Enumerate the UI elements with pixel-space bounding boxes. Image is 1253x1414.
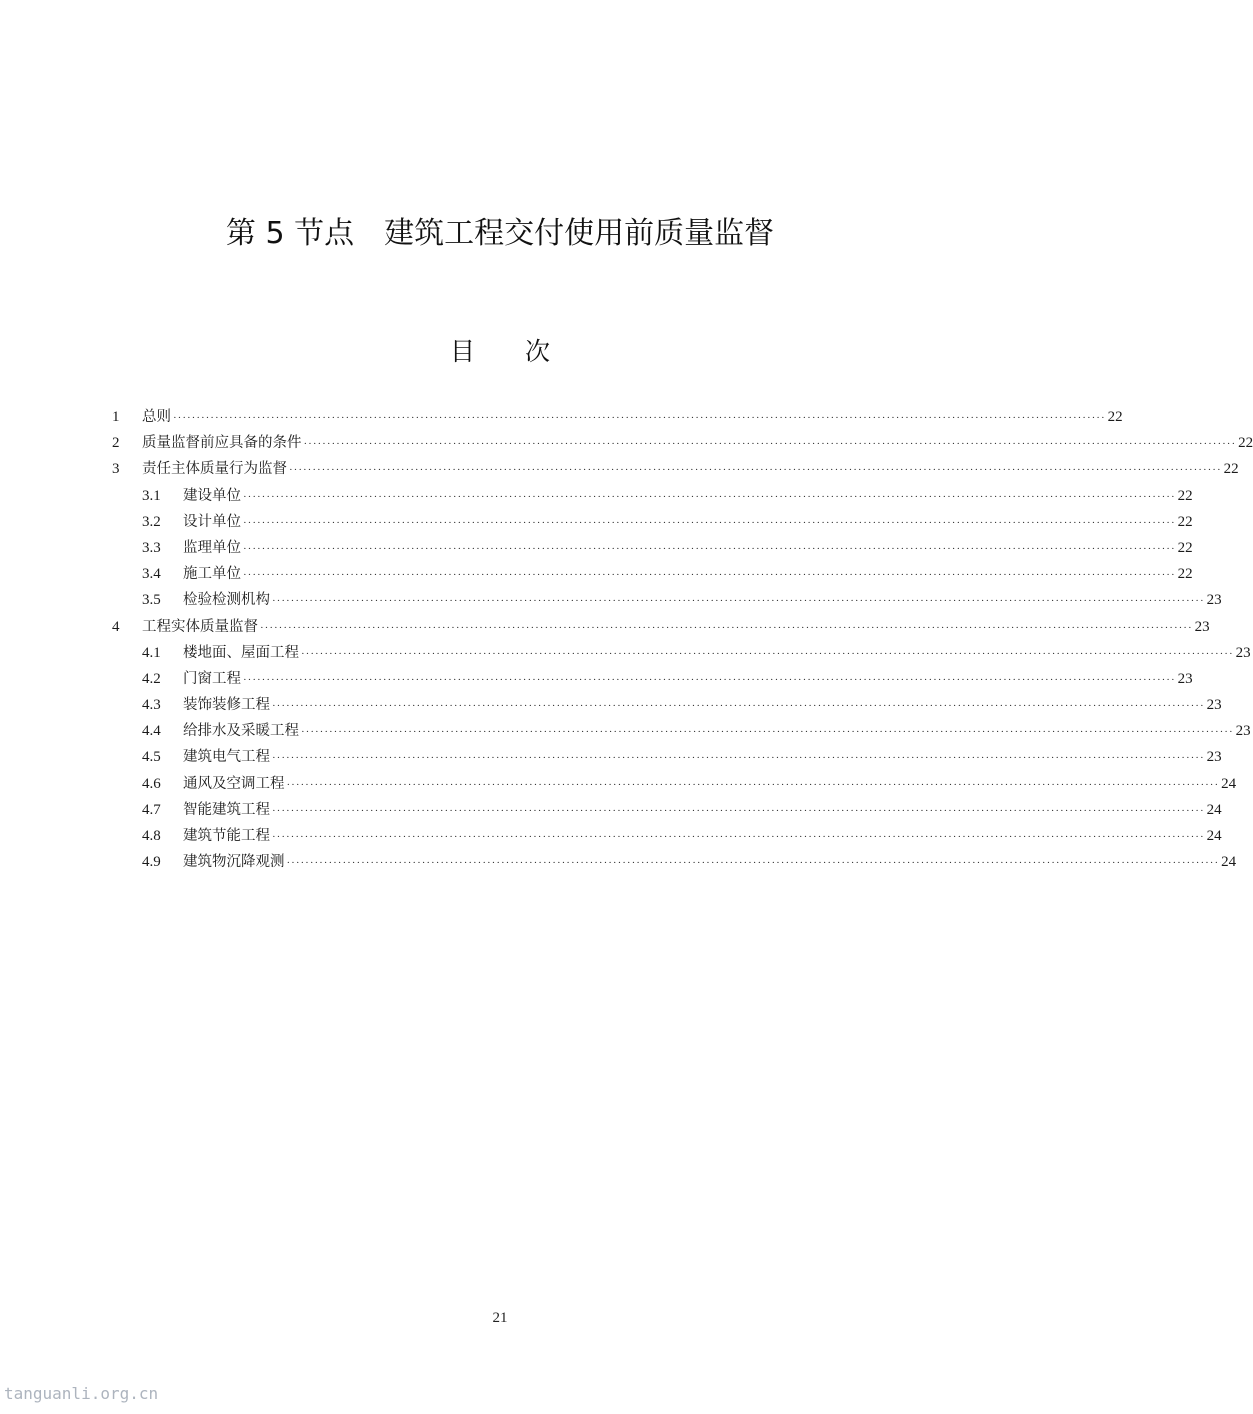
toc-entry-page: 23 <box>1206 697 1222 714</box>
toc-entry-title: 建筑电气工程 <box>183 749 270 766</box>
toc-entry-number: 3.1 <box>142 487 161 504</box>
toc-entry-page: 22 <box>1177 566 1193 583</box>
toc-dot-leader: ········································································································································································································ <box>272 804 1205 817</box>
toc-entry[interactable] <box>112 744 1222 770</box>
toc-entry-title: 门窗工程 <box>183 670 241 687</box>
toc-entry-number: 4.6 <box>142 775 161 792</box>
toc-entry-title: 装饰装修工程 <box>183 697 270 714</box>
toc-entry-title: 工程实体质量监督 <box>142 618 258 635</box>
toc-entry-page: 23 <box>1206 749 1222 766</box>
toc-entry[interactable] <box>112 849 1237 875</box>
page-number: 21 <box>492 1310 508 1326</box>
toc-entry-number: 4.7 <box>142 801 161 818</box>
toc-entry-title: 智能建筑工程 <box>183 801 270 818</box>
toc-entry-number: 4.3 <box>142 697 161 714</box>
toc-dot-leader: ········································································································································································································ <box>243 673 1176 686</box>
toc-entry-title: 检验检测机构 <box>183 592 270 609</box>
toc-entry-page: 24 <box>1206 828 1222 844</box>
toc-entry-number: 1 <box>112 409 120 425</box>
toc-dot-leader: ········································································································································································································ <box>301 726 1234 739</box>
toc-entry[interactable] <box>112 483 1193 509</box>
toc-entry-number: 4.5 <box>142 749 161 766</box>
toc-entry-page: 23 <box>1235 723 1251 740</box>
toc-entry-title: 通风及空调工程 <box>183 775 285 792</box>
toc-entry[interactable] <box>112 797 1222 823</box>
toc-entry-title: 设计单位 <box>183 513 241 530</box>
toc-entry[interactable] <box>112 718 1251 744</box>
toc-entry-page: 22 <box>1223 461 1239 478</box>
toc-dot-leader: ········································································································································································································ <box>286 778 1220 791</box>
toc-entry[interactable] <box>112 561 1193 587</box>
toc-dot-leader: ········································································································································································································ <box>272 752 1205 765</box>
toc-entry-number: 4.4 <box>142 723 161 740</box>
toc-entry-page: 23 <box>1194 618 1210 635</box>
toc-entry[interactable] <box>112 823 1222 849</box>
toc-entry-page: 22 <box>1177 513 1193 530</box>
toc-dot-leader: ········································································································································································································ <box>243 516 1176 529</box>
toc-entry[interactable] <box>112 587 1222 613</box>
toc-dot-leader: ········································································································································································································ <box>289 464 1222 477</box>
toc-entry-page: 24 <box>1206 801 1222 818</box>
toc-entry-title: 施工单位 <box>183 566 241 583</box>
toc-entry-number: 4 <box>112 618 120 635</box>
toc-entry-title: 楼地面、屋面工程 <box>183 644 299 661</box>
toc-entry-number: 4.8 <box>142 828 161 844</box>
toc-dot-leader: ········································································································································································································ <box>243 542 1176 555</box>
toc-entry-title: 总则 <box>142 409 171 425</box>
toc-entry-title: 建筑节能工程 <box>183 828 270 844</box>
toc-entry-number: 3.3 <box>142 539 161 556</box>
toc-entry-number: 3.4 <box>142 566 161 583</box>
toc-entry-page: 22 <box>1238 435 1253 452</box>
toc-dot-leader: ········································································································································································································ <box>303 438 1237 451</box>
toc-dot-leader: ········································································································································································································ <box>301 647 1234 660</box>
toc-entry-title: 建筑物沉降观测 <box>183 854 285 871</box>
toc-entry-page: 23 <box>1206 592 1222 609</box>
toc-entry[interactable] <box>112 666 1193 692</box>
toc-entry-number: 4.9 <box>142 854 161 871</box>
watermark: tanguanli.org.cn <box>4 1384 159 1403</box>
toc-entry[interactable] <box>112 535 1193 561</box>
toc-dot-leader: ········································································································································································································ <box>260 621 1193 634</box>
toc-entry[interactable] <box>112 456 1239 482</box>
toc-dot-leader: ········································································································································································································ <box>286 857 1220 870</box>
toc-entry-number: 4.2 <box>142 670 161 687</box>
toc-entry-title: 质量监督前应具备的条件 <box>142 435 302 452</box>
toc-heading: 目 次 <box>449 337 550 366</box>
toc-entry[interactable] <box>112 430 1253 456</box>
toc-dot-leader: ········································································································································································································ <box>173 412 1106 424</box>
toc-entry-title: 责任主体质量行为监督 <box>142 461 287 478</box>
page-title: 第 5 节点 建筑工程交付使用前质量监督 <box>225 216 775 251</box>
toc-entry[interactable] <box>112 692 1222 718</box>
toc-entry[interactable] <box>112 509 1193 535</box>
toc-entry-number: 4.1 <box>142 644 161 661</box>
toc-dot-leader: ········································································································································································································ <box>243 569 1176 582</box>
toc-dot-leader: ········································································································································································································ <box>272 700 1205 713</box>
toc-entry-page: 22 <box>1177 487 1193 504</box>
toc-entry-page: 22 <box>1107 409 1123 425</box>
toc-entry-page: 22 <box>1177 539 1193 556</box>
toc-dot-leader: ········································································································································································································ <box>272 831 1205 843</box>
toc-dot-leader: ········································································································································································································ <box>272 595 1205 608</box>
toc-entry-page: 23 <box>1235 644 1251 661</box>
toc-entry-page: 24 <box>1221 854 1237 871</box>
toc-dot-leader: ········································································································································································································ <box>243 490 1176 503</box>
toc-entry-title: 建设单位 <box>183 487 241 504</box>
table-of-contents <box>112 404 1253 875</box>
toc-entry-number: 3 <box>112 461 120 478</box>
toc-entry-title: 给排水及采暖工程 <box>183 723 299 740</box>
toc-entry[interactable] <box>112 614 1210 640</box>
toc-entry[interactable] <box>112 404 1123 430</box>
toc-entry[interactable] <box>112 771 1237 797</box>
toc-entry-number: 2 <box>112 435 120 452</box>
toc-entry-page: 24 <box>1221 775 1237 792</box>
toc-entry-title: 监理单位 <box>183 539 241 556</box>
toc-entry-page: 23 <box>1177 670 1193 687</box>
toc-entry-number: 3.2 <box>142 513 161 530</box>
toc-entry-number: 3.5 <box>142 592 161 609</box>
toc-entry[interactable] <box>112 640 1251 666</box>
